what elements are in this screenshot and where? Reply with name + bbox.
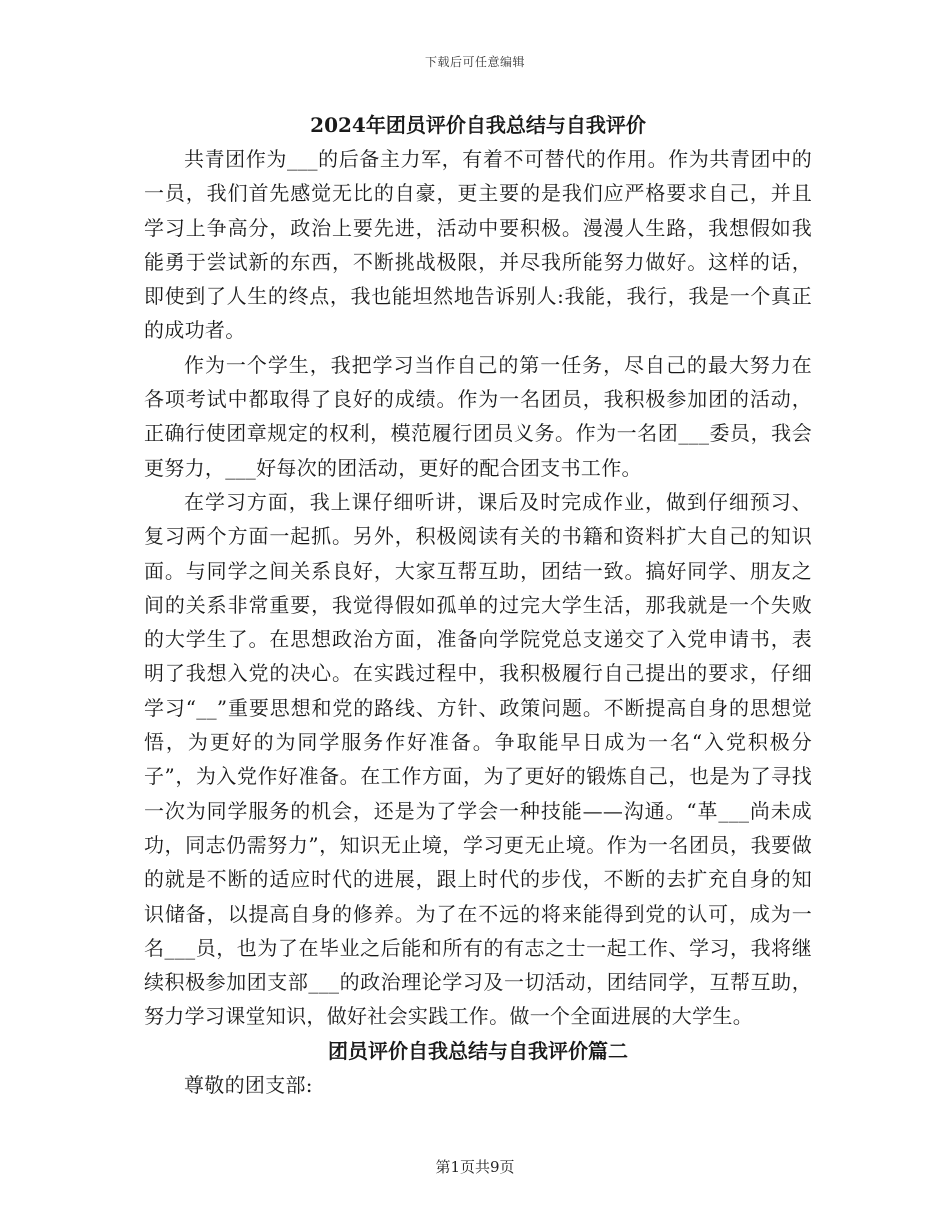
paragraph-2: 作为一个学生，我把学习当作自己的第一任务，尽自己的最大努力在各项考试中都取得了良好的成绩。作为一名团员，我积极参加团的活动，正确行使团章规定的权利，模范履行团员义务。作为一名团___委员，我会更努力，___好每次的团活动，更好的配合团支书工作。	[144, 352, 812, 480]
section-title: 团员评价自我总结与自我评价篇二	[328, 1038, 628, 1063]
document-title: 2024年团员评价自我总结与自我评价	[310, 113, 646, 137]
document-body	[144, 108, 812, 1102]
salutation: 尊敬的团支部:	[184, 1072, 313, 1097]
paragraph-1: 共青团作为___的后备主力军，有着不可替代的作用。作为共青团中的一员，我们首先感觉无比的自豪，更主要的是我们应严格要求自己，并且学习上争高分，政治上要先进，活动中要积极。漫漫人生路，我想假如我能勇于尝试新的东西，不断挑战极限，并尽我所能努力做好。这样的话，即使到了人生的终点，我也能坦然地告诉别人:我能，我行，我是一个真正的成功者。	[144, 147, 812, 343]
page-number: 第1页共9页	[435, 1158, 515, 1176]
page-header-note: 下载后可任意编辑	[424, 55, 525, 69]
paragraph-3: 在学习方面，我上课仔细听讲，课后及时完成作业，做到仔细预习、复习两个方面一起抓。另外，积极阅读有关的书籍和资料扩大自己的知识面。与同学之间关系良好，大家互帮互助，团结一致。搞好同学、朋友之间的关系非常重要，我觉得假如孤单的过完大学生活，那我就是一个失败的大学生了。在思想政治方面，准备向学院党总支递交了入党申请书，表明了我想入党的决心。在实践过程中，我积极履行自己提出的要求，仔细学习“__”重要思想和党的路线、方针、政策问题。不断提高自身的思想觉悟，为更好的为同学服务作好准备。争取能早日成为一名“入党积极分子”，为入党作好准备。在工作方面，为了更好的锻炼自己，也是为了寻找一次为同学服务的机会，还是为了学会一种技能——沟通。“革___尚未成功，同志仍需努力”，知识无止境，学习更无止境。作为一名团员，我要做的就是不断的适应时代的进展，跟上时代的步伐，不断的去扩充自身的知识储备，以提高自身的修养。为了在不远的将来能得到党的认可，成为一名___员，也为了在毕业之后能和所有的有志之士一起工作、学习，我将继续积极参加团支部___的政治理论学习及一切活动，团结同学，互帮互助，努力学习课堂知识，做好社会实践工作。做一个全面进展的大学生。	[144, 489, 812, 1029]
